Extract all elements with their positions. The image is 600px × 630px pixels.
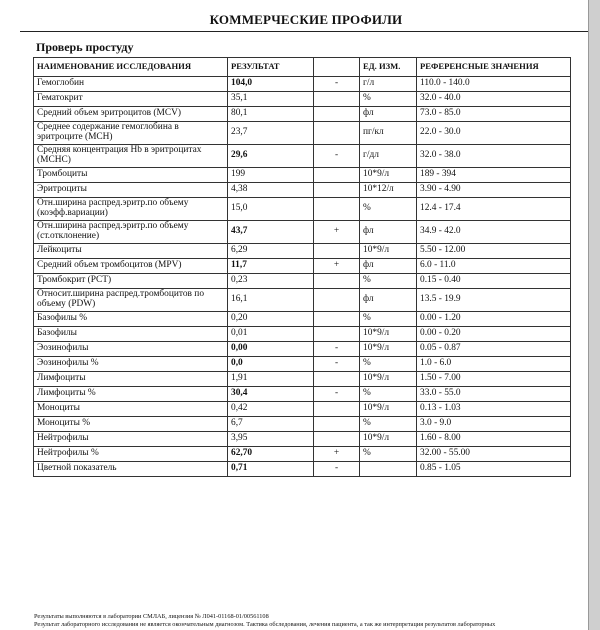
cell-flag — [314, 402, 360, 417]
table-row — [34, 432, 571, 447]
cell-ref: 32.0 - 38.0 — [417, 145, 571, 168]
cell-ref: 0.00 - 0.20 — [417, 327, 571, 342]
cell-flag: + — [314, 447, 360, 462]
cell-result: 30,4 — [228, 387, 314, 402]
cell-ref: 0.15 - 0.40 — [417, 274, 571, 289]
cell-result: 199 — [228, 168, 314, 183]
table-row — [34, 183, 571, 198]
cell-name: Относит.ширина распред.тромбоцитов по объему (PDW) — [34, 289, 228, 312]
cell-ref: 34.9 - 42.0 — [417, 221, 571, 244]
cell-ref: 22.0 - 30.0 — [417, 122, 571, 145]
cell-result: 16,1 — [228, 289, 314, 312]
cell-ref: 32.00 - 55.00 — [417, 447, 571, 462]
cell-flag — [314, 198, 360, 221]
cell-flag — [314, 244, 360, 259]
cell-unit: фл — [360, 221, 417, 244]
results-table — [33, 57, 571, 477]
cell-ref: 110.0 - 140.0 — [417, 77, 571, 92]
table-header-row — [34, 58, 571, 77]
cell-unit: 10*9/л — [360, 327, 417, 342]
cell-ref: 0.85 - 1.05 — [417, 462, 571, 477]
cell-result: 0,42 — [228, 402, 314, 417]
cell-unit: 10*9/л — [360, 372, 417, 387]
page-edge — [588, 0, 600, 630]
cell-ref: 1.50 - 7.00 — [417, 372, 571, 387]
cell-flag — [314, 432, 360, 447]
cell-flag — [314, 183, 360, 198]
table-row — [34, 357, 571, 372]
table-row — [34, 221, 571, 244]
cell-result: 4,38 — [228, 183, 314, 198]
table-row — [34, 289, 571, 312]
cell-result: 0,23 — [228, 274, 314, 289]
cell-ref: 1.60 - 8.00 — [417, 432, 571, 447]
cell-unit: % — [360, 198, 417, 221]
cell-unit: г/дл — [360, 145, 417, 168]
cell-name: Средняя концентрация Hb в эритроцитах (MCHC) — [34, 145, 228, 168]
cell-unit: % — [360, 92, 417, 107]
cell-name: Тромбокрит (PCT) — [34, 274, 228, 289]
cell-flag — [314, 372, 360, 387]
cell-unit: г/л — [360, 77, 417, 92]
cell-flag: - — [314, 145, 360, 168]
table-row — [34, 259, 571, 274]
footer-license: Результаты выполняются в лаборатории СМЛАБ, лицензия № Л041-01168-01/00561108 — [34, 613, 269, 620]
table-row — [34, 274, 571, 289]
cell-unit: фл — [360, 289, 417, 312]
cell-name: Базофилы % — [34, 312, 228, 327]
table-row — [34, 462, 571, 477]
cell-result: 1,91 — [228, 372, 314, 387]
cell-ref: 189 - 394 — [417, 168, 571, 183]
footer-note — [34, 613, 574, 629]
cell-unit: % — [360, 312, 417, 327]
cell-result: 0,00 — [228, 342, 314, 357]
cell-result: 0,0 — [228, 357, 314, 372]
cell-unit: 10*9/л — [360, 402, 417, 417]
cell-flag: - — [314, 77, 360, 92]
cell-ref: 12.4 - 17.4 — [417, 198, 571, 221]
cell-result: 104,0 — [228, 77, 314, 92]
cell-flag: - — [314, 387, 360, 402]
results-body — [34, 77, 571, 477]
cell-flag: + — [314, 221, 360, 244]
cell-name: Средний объем эритроцитов (MCV) — [34, 107, 228, 122]
cell-ref: 32.0 - 40.0 — [417, 92, 571, 107]
table-row — [34, 92, 571, 107]
table-row — [34, 387, 571, 402]
cell-flag — [314, 122, 360, 145]
cell-name: Моноциты % — [34, 417, 228, 432]
table-row — [34, 122, 571, 145]
cell-unit: % — [360, 357, 417, 372]
cell-name: Отн.ширина распред.эритр.по объему (коэфф.вариации) — [34, 198, 228, 221]
cell-result: 23,7 — [228, 122, 314, 145]
cell-unit: 10*9/л — [360, 432, 417, 447]
cell-name: Эозинофилы — [34, 342, 228, 357]
footer-disclaimer: Результат лабораторного исследования не является окончательным диагнозом. Тактика обследования, лечения пациента, а так же интерпретация результатов лабораторных — [34, 621, 496, 628]
page-title: КОММЕРЧЕСКИЕ ПРОФИЛИ — [209, 12, 403, 27]
cell-result: 6,7 — [228, 417, 314, 432]
cell-unit: 10*9/л — [360, 244, 417, 259]
cell-flag — [314, 92, 360, 107]
cell-ref: 33.0 - 55.0 — [417, 387, 571, 402]
cell-name: Лимфоциты % — [34, 387, 228, 402]
cell-result: 6,29 — [228, 244, 314, 259]
cell-unit: % — [360, 387, 417, 402]
cell-result: 11,7 — [228, 259, 314, 274]
cell-flag — [314, 417, 360, 432]
title-divider — [20, 31, 590, 32]
cell-name: Нейтрофилы — [34, 432, 228, 447]
cell-name: Базофилы — [34, 327, 228, 342]
cell-result: 3,95 — [228, 432, 314, 447]
table-row — [34, 244, 571, 259]
cell-flag: - — [314, 462, 360, 477]
cell-name: Нейтрофилы % — [34, 447, 228, 462]
header-name: НАИМЕНОВАНИЕ ИССЛЕДОВАНИЯ — [34, 58, 228, 77]
cell-unit: % — [360, 417, 417, 432]
table-row — [34, 145, 571, 168]
table-row — [34, 402, 571, 417]
cell-unit: фл — [360, 107, 417, 122]
cell-name: Отн.ширина распред.эритр.по объему (ст.отклонение) — [34, 221, 228, 244]
cell-name: Тромбоциты — [34, 168, 228, 183]
table-row — [34, 372, 571, 387]
header-result: РЕЗУЛЬТАТ — [228, 58, 314, 77]
cell-flag — [314, 312, 360, 327]
cell-ref: 0.00 - 1.20 — [417, 312, 571, 327]
cell-ref: 5.50 - 12.00 — [417, 244, 571, 259]
cell-ref: 3.90 - 4.90 — [417, 183, 571, 198]
cell-name: Эозинофилы % — [34, 357, 228, 372]
cell-name: Среднее содержание гемоглобина в эритроците (MCH) — [34, 122, 228, 145]
header-unit: ЕД. ИЗМ. — [360, 58, 417, 77]
cell-result: 43,7 — [228, 221, 314, 244]
cell-flag: - — [314, 342, 360, 357]
header-flag — [314, 58, 360, 77]
cell-unit: % — [360, 447, 417, 462]
cell-unit: 10*12/л — [360, 183, 417, 198]
cell-ref: 1.0 - 6.0 — [417, 357, 571, 372]
cell-flag — [314, 274, 360, 289]
cell-flag — [314, 107, 360, 122]
profile-subtitle: Проверь простуду — [36, 40, 134, 54]
cell-result: 29,6 — [228, 145, 314, 168]
cell-ref: 3.0 - 9.0 — [417, 417, 571, 432]
header-ref: РЕФЕРЕНСНЫЕ ЗНАЧЕНИЯ — [417, 58, 571, 77]
cell-name: Средний объем тромбоцитов (MPV) — [34, 259, 228, 274]
cell-ref: 13.5 - 19.9 — [417, 289, 571, 312]
table-row — [34, 342, 571, 357]
cell-flag: - — [314, 357, 360, 372]
cell-unit: % — [360, 274, 417, 289]
cell-result: 0,71 — [228, 462, 314, 477]
table-row — [34, 312, 571, 327]
cell-result: 0,20 — [228, 312, 314, 327]
table-row — [34, 447, 571, 462]
cell-ref: 0.13 - 1.03 — [417, 402, 571, 417]
cell-flag — [314, 327, 360, 342]
cell-flag: + — [314, 259, 360, 274]
table-row — [34, 198, 571, 221]
cell-ref: 73.0 - 85.0 — [417, 107, 571, 122]
cell-ref: 6.0 - 11.0 — [417, 259, 571, 274]
cell-flag — [314, 289, 360, 312]
cell-name: Цветной показатель — [34, 462, 228, 477]
cell-name: Лимфоциты — [34, 372, 228, 387]
cell-name: Эритроциты — [34, 183, 228, 198]
cell-result: 35,1 — [228, 92, 314, 107]
cell-unit — [360, 462, 417, 477]
cell-unit: фл — [360, 259, 417, 274]
cell-name: Гематокрит — [34, 92, 228, 107]
cell-unit: пг/кл — [360, 122, 417, 145]
cell-ref: 0.05 - 0.87 — [417, 342, 571, 357]
cell-flag — [314, 168, 360, 183]
cell-result: 15,0 — [228, 198, 314, 221]
cell-name: Лейкоциты — [34, 244, 228, 259]
cell-result: 80,1 — [228, 107, 314, 122]
cell-unit: 10*9/л — [360, 168, 417, 183]
cell-unit: 10*9/л — [360, 342, 417, 357]
cell-name: Гемоглобин — [34, 77, 228, 92]
table-row — [34, 168, 571, 183]
table-row — [34, 327, 571, 342]
table-row — [34, 77, 571, 92]
table-row — [34, 417, 571, 432]
cell-name: Моноциты — [34, 402, 228, 417]
table-row — [34, 107, 571, 122]
cell-result: 0,01 — [228, 327, 314, 342]
cell-result: 62,70 — [228, 447, 314, 462]
